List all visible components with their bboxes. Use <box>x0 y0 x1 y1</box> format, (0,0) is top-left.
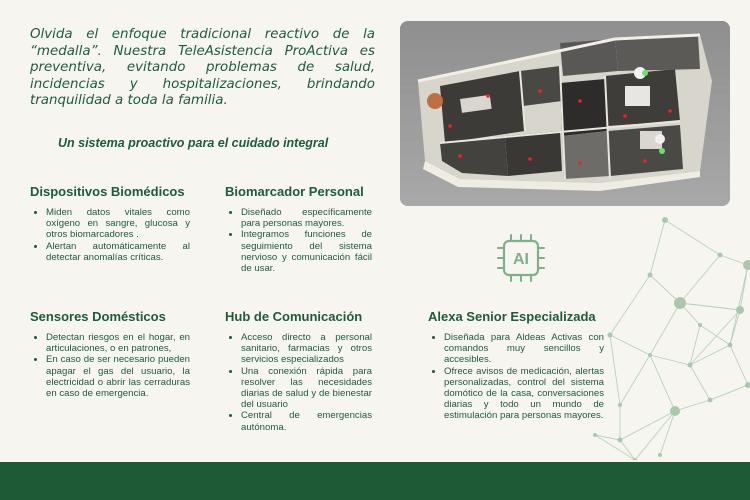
feature-list <box>30 207 190 263</box>
feature-title: Dispositivos Biomédicos <box>30 184 185 199</box>
feature-list-item: • Alertan automáticamente al detectar anomalías críticas. <box>46 241 190 263</box>
feature-list-item: • Integramos funciones de seguimiento del sistema nervioso y comunicación fácil de usar. <box>241 229 372 274</box>
feature-title: Biomarcador Personal <box>225 184 364 199</box>
section-subtitle: Un sistema proactivo para el cuidado integral <box>58 136 329 150</box>
feature-list <box>428 332 604 422</box>
feature-list-item: • Central de emergencias autónoma. <box>241 410 372 432</box>
feature-list-item: • En caso de ser necesario pueden apagar el gas del usuario, la electricidad o abrir las cerraduras en caso de emergencia. <box>46 354 190 399</box>
smart-home-floorplan-render <box>400 21 730 206</box>
feature-list-item: • Diseñado específicamente para personas mayores. <box>241 207 372 229</box>
feature-sensores-domesticos <box>30 309 190 399</box>
feature-title: Sensores Domésticos <box>30 309 166 324</box>
floorplan-illustration <box>400 21 730 206</box>
feature-list <box>225 207 372 274</box>
feature-list-item: • Detectan riesgos en el hogar, en articulaciones, o en patrones, <box>46 332 190 354</box>
feature-biomarcador-personal <box>225 184 372 274</box>
ai-chip-icon <box>496 233 546 283</box>
feature-alexa-senior <box>428 309 604 422</box>
feature-title: Alexa Senior Especializada <box>428 309 596 324</box>
footer-bar <box>0 462 750 500</box>
feature-list-item: • Una conexión rápida para resolver las necesidades diarias de salud y de bienestar del usuario <box>241 366 372 411</box>
network-decoration <box>590 215 750 460</box>
feature-list-item: • Diseñada para Aldeas Activas con comandos muy sencillos y accesibles. <box>444 332 604 366</box>
feature-list-item: • Miden datos vitales como oxígeno en sangre, glucosa y otros biomarcadores . <box>46 207 190 241</box>
feature-dispositivos-biomedicos <box>30 184 190 263</box>
feature-list <box>225 332 372 433</box>
feature-list-item: • Acceso directo a personal sanitario, farmacias y otros servicios especializados <box>241 332 372 366</box>
ai-chip-label: AI <box>513 251 529 268</box>
feature-list <box>30 332 190 399</box>
intro-paragraph: Olvida el enfoque tradicional reactivo de la “medalla”. Nuestra TeleAsistencia ProActiva es preventiva, evitando problemas de salud, incidencias y hospitalizaciones, brindando tranquilidad a toda la familia. <box>30 27 375 108</box>
feature-list-item: • Ofrece avisos de medicación, alertas personalizadas, control del sistema domótico de la casa, conversaciones diarias y todo un mundo de estimulación para personas mayores. <box>444 366 604 422</box>
feature-title: Hub de Comunicación <box>225 309 363 324</box>
feature-hub-de-comunicacion <box>225 309 372 433</box>
